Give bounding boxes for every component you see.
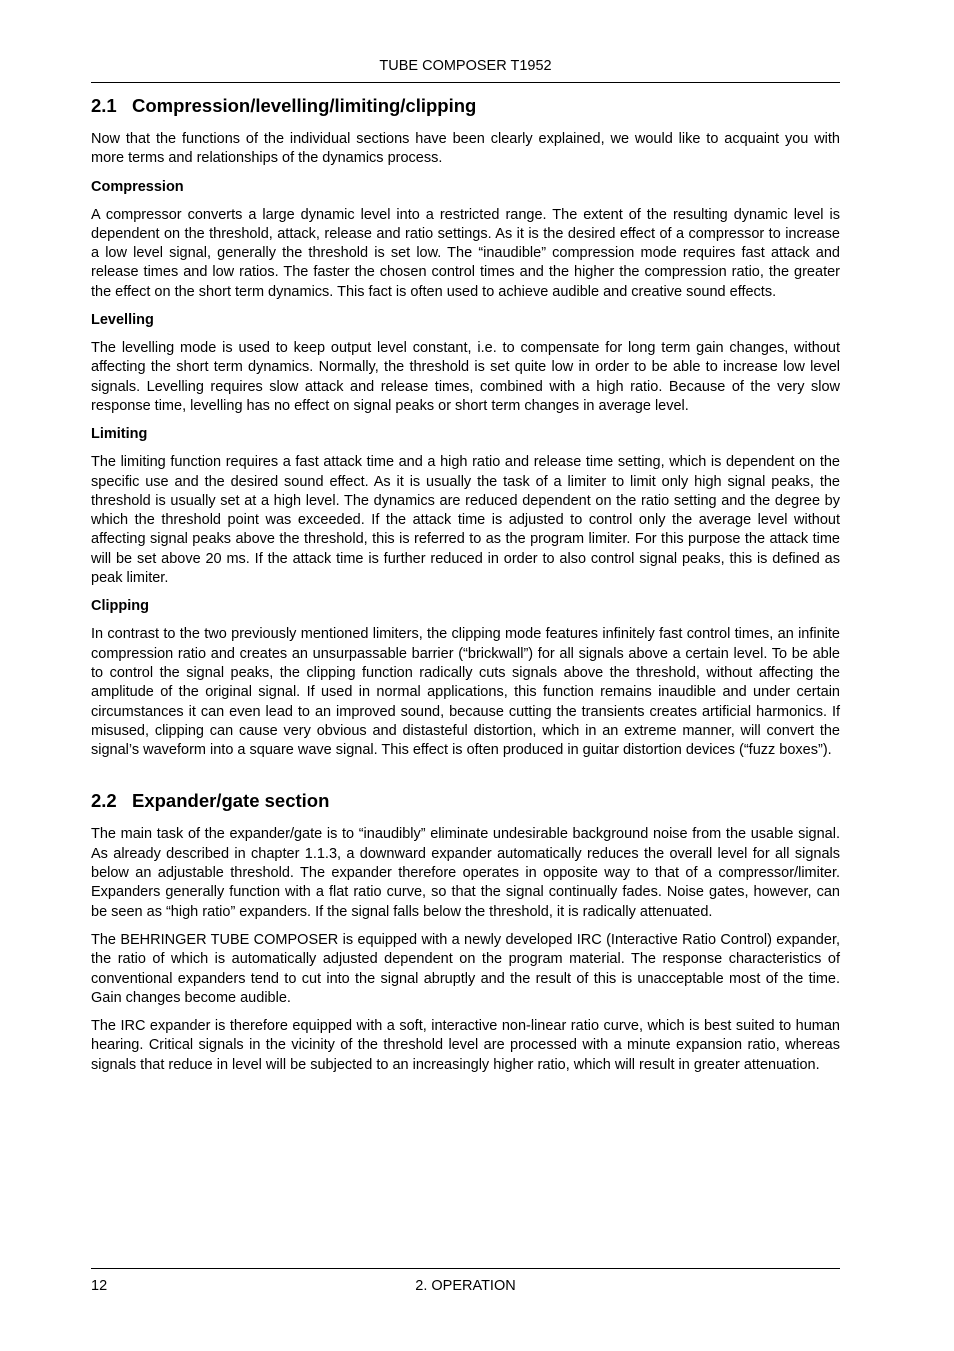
subheading-clipping: Clipping xyxy=(91,598,149,615)
expander-paragraph-3: The IRC expander is therefore equipped with a soft, interactive non-linear ratio curve, which is best suited to human hearing. Critical signals in the vicinity of the threshold level are processed with a minute expansion ratio, whereas signals that reduce in level will be subjected to an increasingly higher ratio, which will result in greater attenuation. xyxy=(91,1018,840,1073)
expander-paragraph-1: The main task of the expander/gate is to “inaudibly” eliminate undesirable background noise from the usable signal. As already described in chapter 1.1.3, a downward expander automatically reduces the overall level for all signals below an adjustable threshold. The expander therefore operates in opposite way to that of a compressor/limiter. Expanders generally function with a flat ratio curve, so that the signal continually fades. Noise gates, however, can be seen as “high ratio” expanders. If the signal falls below the threshold, it is radically attenuated. xyxy=(91,826,840,920)
levelling-paragraph: The levelling mode is used to keep output level constant, i.e. to compensate for long term gain changes, without affecting the short term dynamics. Normally, the threshold is set quite low in order to be able to increase low level signals. Levelling requires slow attack and release times, combined with a high ratio. Because of the very slow response time, levelling has no effect on signal peaks or short term changes in average level. xyxy=(91,340,840,414)
limiting-paragraph: The limiting function requires a fast attack time and a high ratio and release time setting, which is dependent on the specific use and the desired sound effect. As it is usually the task of a limiter to limit only high signal peaks, the threshold is usually set at a high level. The dynamics are reduced dependent on the ratio setting and the degree by which the threshold point was exceeded. If the attack time is adjusted to control only the average level without affecting signal peaks above the threshold, this is referred to as the program limiter. For this purpose the attack time will be set above 20 ms. If the attack time is further reduced in order to also control signal peaks, this is defined as peak limiter. xyxy=(91,454,840,587)
page-header: TUBE COMPOSER T1952 xyxy=(379,58,552,74)
footer-chapter: 2. OPERATION xyxy=(415,1278,516,1294)
section-number: 2.1 xyxy=(91,95,117,116)
subheading-compression: Compression xyxy=(91,178,184,195)
clipping-paragraph: In contrast to the two previously mentioned limiters, the clipping mode features infinitely fast control times, an infinite compression ratio and creates an unsurpassable barrier (“brickwall”) for all signals above a certain level. To be able to control the signal peaks, the clipping function radically cuts signals above the threshold, without affecting the amplitude of the original signal. If used in normal applications, this function remains inaudible and under certain circumstances it can even lead to an improved sound, because cutting the transients creates artificial harmonics. If misused, clipping can cause very obvious and distasteful distortion, which in an extreme manner, will convert the signal’s waveform into a square wave signal. This effect is often produced in guitar distortion devices (“fuzz boxes”). xyxy=(91,626,840,759)
section-title: Expander/gate section xyxy=(132,790,330,812)
expander-paragraph-2: The BEHRINGER TUBE COMPOSER is equipped with a newly developed IRC (Interactive Ratio Control) expander, the ratio of which is automatically adjusted dependent on the program material. The response characteristics of conventional expanders tend to cut into the signal abruptly and the result of this is unacceptable most of the time. Gain changes become audible. xyxy=(91,931,840,1006)
header-rule xyxy=(91,82,840,83)
subheading-levelling: Levelling xyxy=(91,312,154,329)
subheading-limiting: Limiting xyxy=(91,426,148,443)
section-title: Compression/levelling/limiting/clipping xyxy=(132,95,477,116)
intro-paragraph: Now that the functions of the individual sections have been clearly explained, we would like to acquaint you with more terms and relationships of the dynamics process. xyxy=(91,131,840,167)
footer-rule xyxy=(91,1268,840,1269)
section-gap xyxy=(91,769,840,789)
page-number: 12 xyxy=(91,1278,108,1294)
section-heading-2-2 xyxy=(91,789,840,813)
compression-paragraph: A compressor converts a large dynamic level into a restricted range. The extent of the resulting dynamic level is dependent on the threshold, attack, release and ratio settings. As it is the desired effect of a compressor to increase a low level signal, generally the threshold is set low. The “inaudible” compression mode requires fast attack and release times and low ratios. The faster the chosen control times and the higher the compression ratio, the greater the effect on the short term dynamics. This fact is often used to achieve audible and creative sound effects. xyxy=(91,206,840,300)
page-content xyxy=(91,94,840,1084)
section-number: 2.2 xyxy=(91,790,117,812)
section-heading-2-1 xyxy=(91,94,840,118)
